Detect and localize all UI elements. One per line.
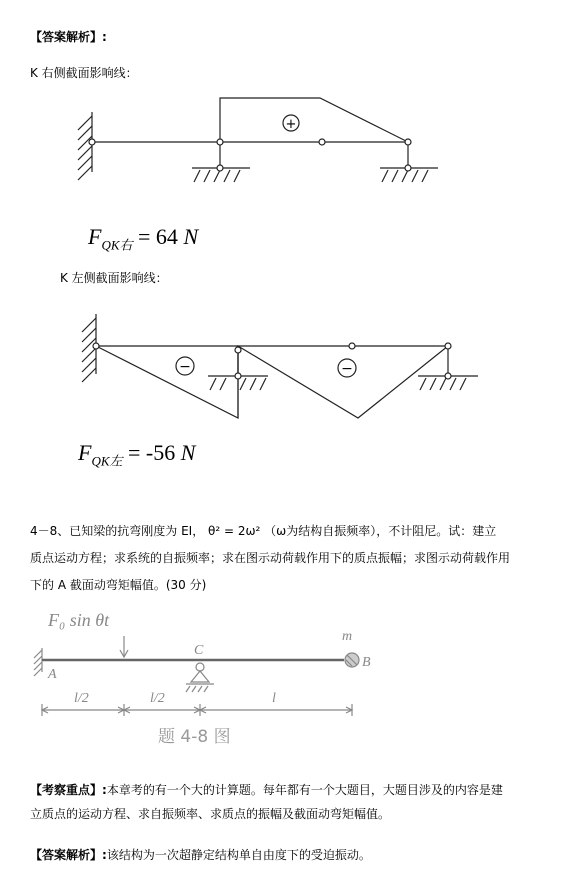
analysis-line [30,848,371,862]
figure-caption: 题 4-8 图 [158,727,231,747]
figure-4-8 [0,600,578,750]
problem-line-2: 质点运动方程；求系统的自振频率；求在图示动荷载作用下的质点振幅；求图示动荷载作用 [30,551,511,565]
right-caption: K 右侧截面影响线： [30,66,138,80]
dim-3: l [272,691,276,706]
minus-sign-2: − [341,361,353,377]
influence-line-left-diagram [0,300,578,440]
focus-text-1: 本章考的有一个大的计算题。每年都有一个大题目，大题目涉及的内容是建 [106,783,503,797]
plus-sign: + [285,117,297,132]
influence-line-right-diagram [0,90,578,290]
problem-line-1: 4－8、已知梁的抗弯刚度为 EI， θ² = 2ω² （ω为结构自振频率），不计阻尼。试：建立 [30,524,497,538]
problem-line-3: 下的 A 截面动弯矩幅值。(30 分) [30,578,207,592]
dim-1: l/2 [74,691,89,706]
analysis-text: 该结构为一次超静定结构单自由度下的受迫振动。 [106,848,371,862]
label-a: A [48,667,57,682]
label-b: B [362,655,371,670]
left-formula: $F_{QK左} = -56$ N [78,440,196,469]
focus-label: 【考察重点】: [30,783,107,797]
load-label: F₀ sin θt [48,610,110,630]
analysis-label: 【答案解析】: [30,848,107,862]
focus-text-2: 立质点的运动方程、求自振频率、求质点的振幅及截面动弯矩幅值。 [30,807,391,821]
dim-2: l/2 [150,691,165,706]
problem-statement [30,518,550,599]
minus-sign-1: − [179,359,191,375]
label-c: C [194,643,204,658]
left-caption: K 左侧截面影响线： [60,271,168,285]
focus-section [30,778,550,826]
answer-heading: 【答案解析】: [30,30,107,44]
label-m: m [342,629,353,644]
right-formula: $F_{QK右} = 64$ N [88,224,199,253]
